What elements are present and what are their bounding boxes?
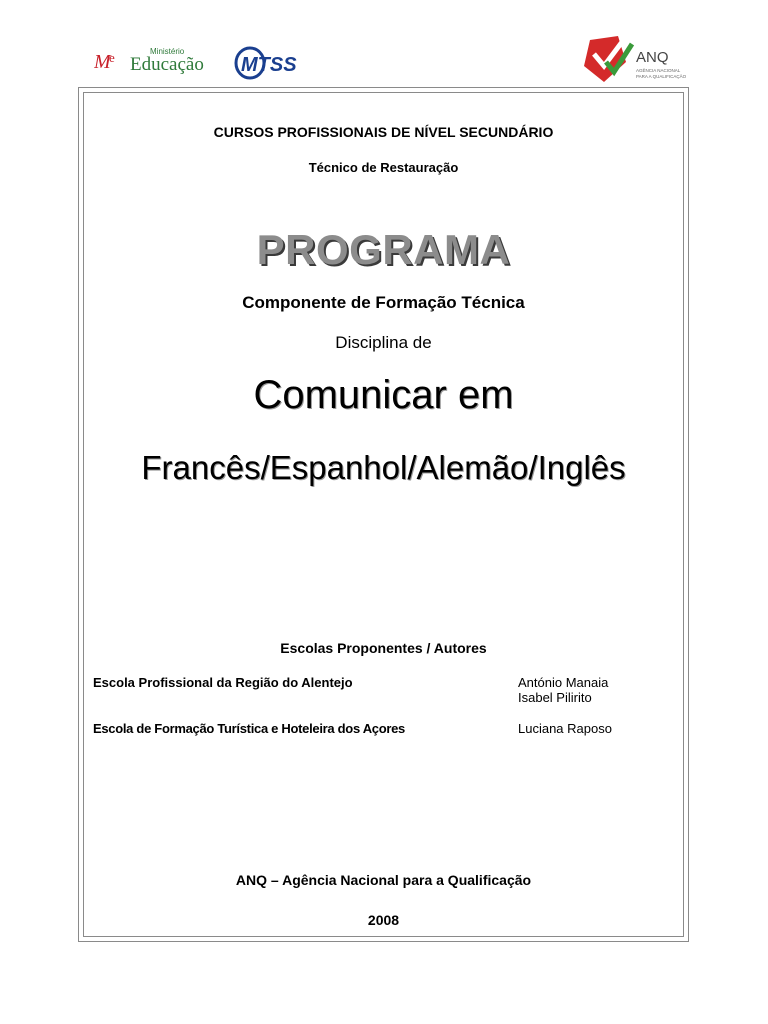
school-name: Escola Profissional da Região do Alentejo	[93, 675, 353, 690]
schools-heading: Escolas Proponentes / Autores	[280, 640, 487, 656]
discipline-name-line2: Francês/Espanhol/Alemão/Inglês	[141, 449, 626, 486]
component-heading: Componente de Formação Técnica	[242, 293, 525, 312]
school-name: Escola de Formação Turística e Hoteleira dos Açores	[93, 721, 405, 736]
discipline-name-line1: Comunicar em	[253, 373, 514, 417]
svg-text:Educação: Educação	[130, 54, 204, 75]
discipline-label: Disciplina de	[335, 333, 432, 352]
svg-text:MTSS: MTSS	[241, 54, 297, 76]
course-name: Técnico de Restauração	[308, 160, 459, 175]
anq-logo	[580, 32, 690, 86]
svg-text:PARA A QUALIFICAÇÃO: PARA A QUALIFICAÇÃO	[636, 74, 687, 79]
svg-text:ANQ: ANQ	[636, 49, 669, 66]
svg-text:M: M	[94, 51, 111, 73]
document-title: PROGRAMA	[256, 226, 511, 273]
publication-year: 2008	[367, 912, 400, 928]
page-frame-inner	[83, 92, 684, 937]
svg-text:e: e	[109, 50, 115, 65]
svg-text:Ministério: Ministério	[150, 47, 185, 56]
ministerio-educacao-logo	[94, 44, 220, 76]
mtss-logo	[234, 44, 300, 80]
agency-name: ANQ – Agência Nacional para a Qualificação	[235, 872, 532, 888]
author-name: Luciana Raposo	[518, 721, 612, 736]
author-name: António Manaia	[518, 675, 609, 690]
author-name: Isabel Pilirito	[518, 690, 592, 705]
header-logos	[0, 0, 768, 90]
svg-text:AGÊNCIA NACIONAL: AGÊNCIA NACIONAL	[636, 68, 681, 73]
course-type: CURSOS PROFISSIONAIS DE NÍVEL SECUNDÁRIO	[213, 124, 554, 140]
